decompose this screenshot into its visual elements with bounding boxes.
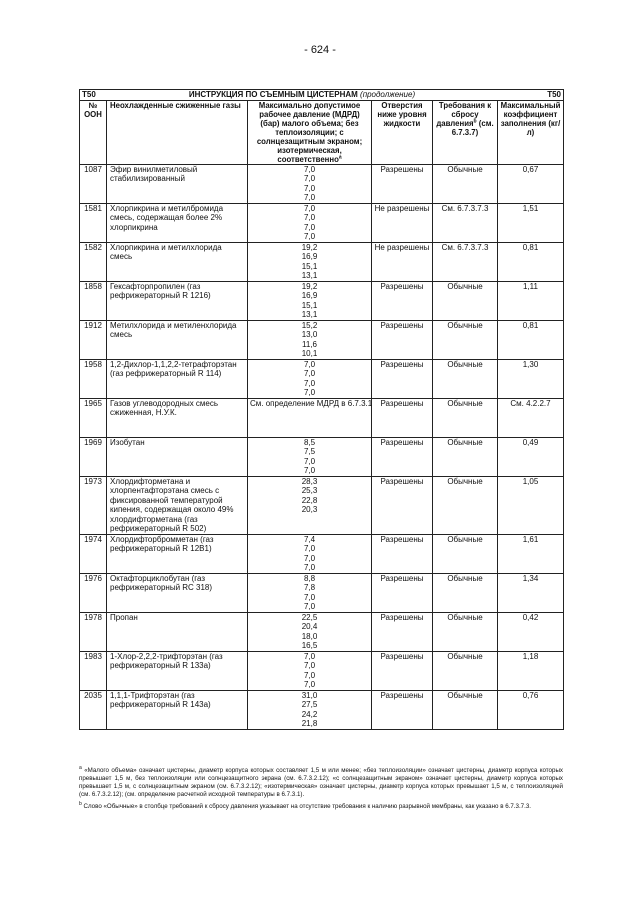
table-body — [80, 164, 564, 729]
mdrd-value: 7,0 — [303, 670, 316, 680]
cell-gas-name: Хлорпикрина и метилхлорида смесь — [107, 242, 248, 281]
mdrd-value: 21,8 — [301, 719, 318, 728]
cell-mdrd — [248, 398, 372, 437]
cell-mdrd — [248, 651, 372, 690]
header-pressure-relief: Требования к сбросу давления$^b$ (см. 6.7.3.7) — [433, 100, 498, 164]
mdrd-value: 15,2 — [301, 320, 318, 330]
cell-gas-name: 1-Хлор-2,2,2-трифторэтан (газ рефрижераторный R 133a) — [107, 651, 248, 690]
mdrd-value: 7,0 — [303, 232, 316, 241]
mdrd-value: 7,0 — [303, 553, 316, 563]
cell-gas-name: Изобутан — [107, 437, 248, 476]
cell-pressure-relief: Обычные — [433, 437, 498, 476]
cell-gas-name: Эфир винилметиловый стабилизированный — [107, 164, 248, 203]
mdrd-value: 7,0 — [303, 222, 316, 232]
cell-mdrd — [248, 164, 372, 203]
mdrd-value: 22,5 — [301, 612, 318, 622]
header-mdrd: Максимально допустимое рабочее давление (МДРД) (бар) малого объема; без теплоизоляции; с солнцезащитным экраном; изотермическая, соответственно$^a$ — [248, 100, 372, 164]
cell-mdrd — [248, 320, 372, 359]
mdrd-value: 22,8 — [301, 495, 318, 505]
cell-un-number: 1581 — [80, 203, 107, 242]
mdrd-value: 25,3 — [301, 486, 318, 495]
mdrd-value: 7,0 — [303, 378, 316, 388]
cell-gas-name: Хлордифторбромметан (газ рефрижераторный R 12B1) — [107, 534, 248, 573]
mdrd-value: 7,0 — [303, 164, 316, 174]
cell-gas-name: Пропан — [107, 612, 248, 651]
mdrd-value: 19,2 — [301, 281, 318, 291]
table-row — [80, 164, 564, 203]
mdrd-value: 16,9 — [301, 291, 318, 300]
cell-mdrd — [248, 534, 372, 573]
mdrd-value: 7,0 — [303, 388, 316, 397]
cell-un-number: 2035 — [80, 690, 107, 729]
mdrd-value: 8,8 — [303, 573, 316, 583]
mdrd-value: 7,5 — [303, 447, 316, 456]
table-row — [80, 651, 564, 690]
cell-mdrd — [248, 203, 372, 242]
cell-pressure-relief: Обычные — [433, 164, 498, 203]
mdrd-value: 7,0 — [303, 661, 316, 670]
mdrd-value: 13,1 — [301, 271, 318, 280]
mdrd-value: 27,5 — [301, 700, 318, 709]
cell-openings: Разрешены — [372, 690, 433, 729]
footnotes — [79, 764, 563, 815]
mdrd-value: 7,0 — [303, 466, 316, 475]
instruction-code-right: T50 — [498, 90, 564, 101]
table-row — [80, 320, 564, 359]
mdrd-value: 15,1 — [301, 300, 318, 310]
cell-openings: Разрешены — [372, 476, 433, 534]
mdrd-value: 20,4 — [301, 622, 318, 631]
mdrd-value: 7,0 — [303, 544, 316, 553]
cell-un-number: 1973 — [80, 476, 107, 534]
mdrd-value: 16,5 — [301, 641, 318, 650]
mdrd-value: 7,0 — [303, 592, 316, 602]
table-row — [80, 476, 564, 534]
footnote-a: $^a$ «Малого объема» означает цистерны, диаметр корпуса которых составляет 1,5 м или менее; «без теплоизоляции» означает цистерны, диаметр корпуса которых превышает 1,5 м, без теплоизоляции или солнцезащитного экрана (см. 6.7.3.2.12); «с солнцезащитным экраном» означает цистерны, диаметр корпуса которых превышает 1,5 м, с солнцезащитным экраном (см. 6.7.3.2.12); «изотермическая» означает цистерны, диаметр корпуса которых превышает 1,5 м, с теплоизоляцией (см. 6.7.3.2.12); (см. определение расчетной исходной температуры в 6.7.3.1). — [79, 764, 563, 798]
cell-openings: Разрешены — [372, 573, 433, 612]
cell-gas-name: Октафторциклобутан (газ рефрижераторный RC 318) — [107, 573, 248, 612]
cell-un-number: 1858 — [80, 281, 107, 320]
mdrd-value: 7,0 — [303, 359, 316, 369]
mdrd-value: 28,3 — [301, 476, 318, 486]
mdrd-value: 7,0 — [303, 203, 316, 213]
mdrd-value: 7,0 — [303, 563, 316, 572]
cell-fill-ratio: 1,05 — [498, 476, 564, 534]
cell-un-number: 1969 — [80, 437, 107, 476]
page-number: - 624 - — [304, 44, 336, 56]
cell-fill-ratio: 0,49 — [498, 437, 564, 476]
table-row — [80, 612, 564, 651]
cell-fill-ratio: 1,18 — [498, 651, 564, 690]
cell-fill-ratio: 0,81 — [498, 320, 564, 359]
mdrd-value: 20,3 — [301, 505, 318, 514]
portable-tank-instruction-table — [79, 89, 564, 730]
cell-un-number: 1087 — [80, 164, 107, 203]
cell-openings: Разрешены — [372, 398, 433, 437]
mdrd-value: 13,1 — [301, 310, 318, 319]
table-row — [80, 242, 564, 281]
cell-fill-ratio: 1,11 — [498, 281, 564, 320]
instruction-code-left: T50 — [80, 90, 107, 101]
cell-gas-name: Гексафторпропилен (газ рефрижераторный R 1216) — [107, 281, 248, 320]
cell-pressure-relief: Обычные — [433, 281, 498, 320]
cell-pressure-relief: Обычные — [433, 690, 498, 729]
header-openings: Отверстия ниже уровня жидкости — [372, 100, 433, 164]
mdrd-value: 31,0 — [301, 690, 318, 700]
cell-openings: Разрешены — [372, 437, 433, 476]
mdrd-value: 7,0 — [303, 369, 316, 378]
mdrd-value: 18,0 — [301, 631, 318, 641]
header-fill-ratio: Максимальный коэффициент заполнения (кг/л) — [498, 100, 564, 164]
mdrd-value: 24,2 — [301, 709, 318, 719]
table-row — [80, 690, 564, 729]
cell-un-number: 1912 — [80, 320, 107, 359]
cell-un-number: 1958 — [80, 359, 107, 398]
mdrd-value: 7,0 — [303, 456, 316, 466]
table-row — [80, 437, 564, 476]
cell-un-number: 1976 — [80, 573, 107, 612]
cell-un-number: 1974 — [80, 534, 107, 573]
cell-pressure-relief: Обычные — [433, 320, 498, 359]
table-title-text: ИНСТРУКЦИЯ ПО СЪЕМНЫМ ЦИСТЕРНАМ — [188, 90, 358, 99]
cell-fill-ratio: 0,81 — [498, 242, 564, 281]
cell-pressure-relief: См. 6.7.3.7.3 — [433, 242, 498, 281]
mdrd-value: 10,1 — [301, 349, 318, 358]
cell-pressure-relief: Обычные — [433, 534, 498, 573]
cell-mdrd — [248, 612, 372, 651]
header-un-number: № ООН — [80, 100, 107, 164]
table-row — [80, 398, 564, 437]
cell-mdrd — [248, 690, 372, 729]
cell-mdrd — [248, 359, 372, 398]
cell-fill-ratio: 0,76 — [498, 690, 564, 729]
cell-pressure-relief: Обычные — [433, 476, 498, 534]
cell-un-number: 1978 — [80, 612, 107, 651]
table-row — [80, 573, 564, 612]
table-title-row — [80, 90, 564, 101]
cell-pressure-relief: Обычные — [433, 398, 498, 437]
mdrd-value: 15,1 — [301, 261, 318, 271]
table-row — [80, 359, 564, 398]
cell-fill-ratio: 1,30 — [498, 359, 564, 398]
cell-openings: Разрешены — [372, 534, 433, 573]
cell-mdrd — [248, 573, 372, 612]
cell-fill-ratio: 1,61 — [498, 534, 564, 573]
cell-openings: Не разрешены — [372, 203, 433, 242]
cell-gas-name: Метилхлорида и метиленхлорида смесь — [107, 320, 248, 359]
cell-fill-ratio: 0,67 — [498, 164, 564, 203]
mdrd-value: См. определение МДРД в 6.7.3.1 — [250, 398, 373, 408]
mdrd-value: 7,0 — [303, 213, 316, 222]
table-row — [80, 534, 564, 573]
cell-un-number: 1983 — [80, 651, 107, 690]
cell-mdrd — [248, 476, 372, 534]
mdrd-value: 11,6 — [302, 339, 317, 349]
cell-gas-name: Хлордифторметана и хлорпентафторэтана смесь с фиксированной температурой кипения, содержащая около 49% хлордифторметана (газ рефрижераторный R 502) — [107, 476, 248, 534]
cell-gas-name: Хлорпикрина и метилбромида смесь, содержащая более 2% хлорпикрина — [107, 203, 248, 242]
mdrd-value: 7,0 — [303, 183, 316, 193]
cell-fill-ratio: 1,51 — [498, 203, 564, 242]
cell-mdrd — [248, 242, 372, 281]
cell-openings: Разрешены — [372, 612, 433, 651]
header-gas-name: Неохлажденные сжиженные газы — [107, 100, 248, 164]
cell-fill-ratio: См. 4.2.2.7 — [498, 398, 564, 437]
cell-gas-name: Газов углеводородных смесь сжиженная, Н.У.К. — [107, 398, 248, 437]
cell-openings: Разрешены — [372, 320, 433, 359]
cell-fill-ratio: 1,34 — [498, 573, 564, 612]
table-title — [107, 90, 498, 101]
mdrd-value: 16,9 — [301, 252, 318, 261]
cell-openings: Разрешены — [372, 281, 433, 320]
cell-pressure-relief: Обычные — [433, 651, 498, 690]
cell-gas-name: 1,2-Дихлор-1,1,2,2-тетрафторэтан (газ рефрижераторный R 114) — [107, 359, 248, 398]
mdrd-value: 7,0 — [303, 680, 316, 689]
cell-pressure-relief: Обычные — [433, 612, 498, 651]
cell-un-number: 1582 — [80, 242, 107, 281]
cell-mdrd — [248, 437, 372, 476]
table-row — [80, 281, 564, 320]
mdrd-value: 8,5 — [303, 437, 316, 447]
mdrd-value: 7,0 — [303, 193, 316, 202]
mdrd-value: 7,0 — [303, 174, 316, 183]
table-title-continuation: (продолжение) — [360, 90, 416, 99]
table-header-row — [80, 100, 564, 164]
cell-un-number: 1965 — [80, 398, 107, 437]
cell-openings: Разрешены — [372, 651, 433, 690]
mdrd-value: 19,2 — [301, 242, 318, 252]
mdrd-value: 7,0 — [303, 651, 316, 661]
mdrd-value: 13,0 — [301, 330, 318, 339]
cell-openings: Не разрешены — [372, 242, 433, 281]
footnote-b: $^b$ Слово «Обычные» в столбце требований к сбросу давления указывает на отсутствие требования к наличию разрывной мембраны, как указано в 6.7.3.7.3. — [79, 800, 532, 810]
cell-gas-name: 1,1,1-Трифторэтан (газ рефрижераторный R 143a) — [107, 690, 248, 729]
cell-pressure-relief: Обычные — [433, 573, 498, 612]
cell-openings: Разрешены — [372, 359, 433, 398]
mdrd-value: 7,4 — [303, 534, 316, 544]
cell-pressure-relief: Обычные — [433, 359, 498, 398]
mdrd-value: 7,8 — [303, 583, 316, 592]
table-row — [80, 203, 564, 242]
cell-openings: Разрешены — [372, 164, 433, 203]
mdrd-value: 7,0 — [303, 602, 316, 611]
cell-pressure-relief: См. 6.7.3.7.3 — [433, 203, 498, 242]
cell-fill-ratio: 0,42 — [498, 612, 564, 651]
cell-mdrd — [248, 281, 372, 320]
